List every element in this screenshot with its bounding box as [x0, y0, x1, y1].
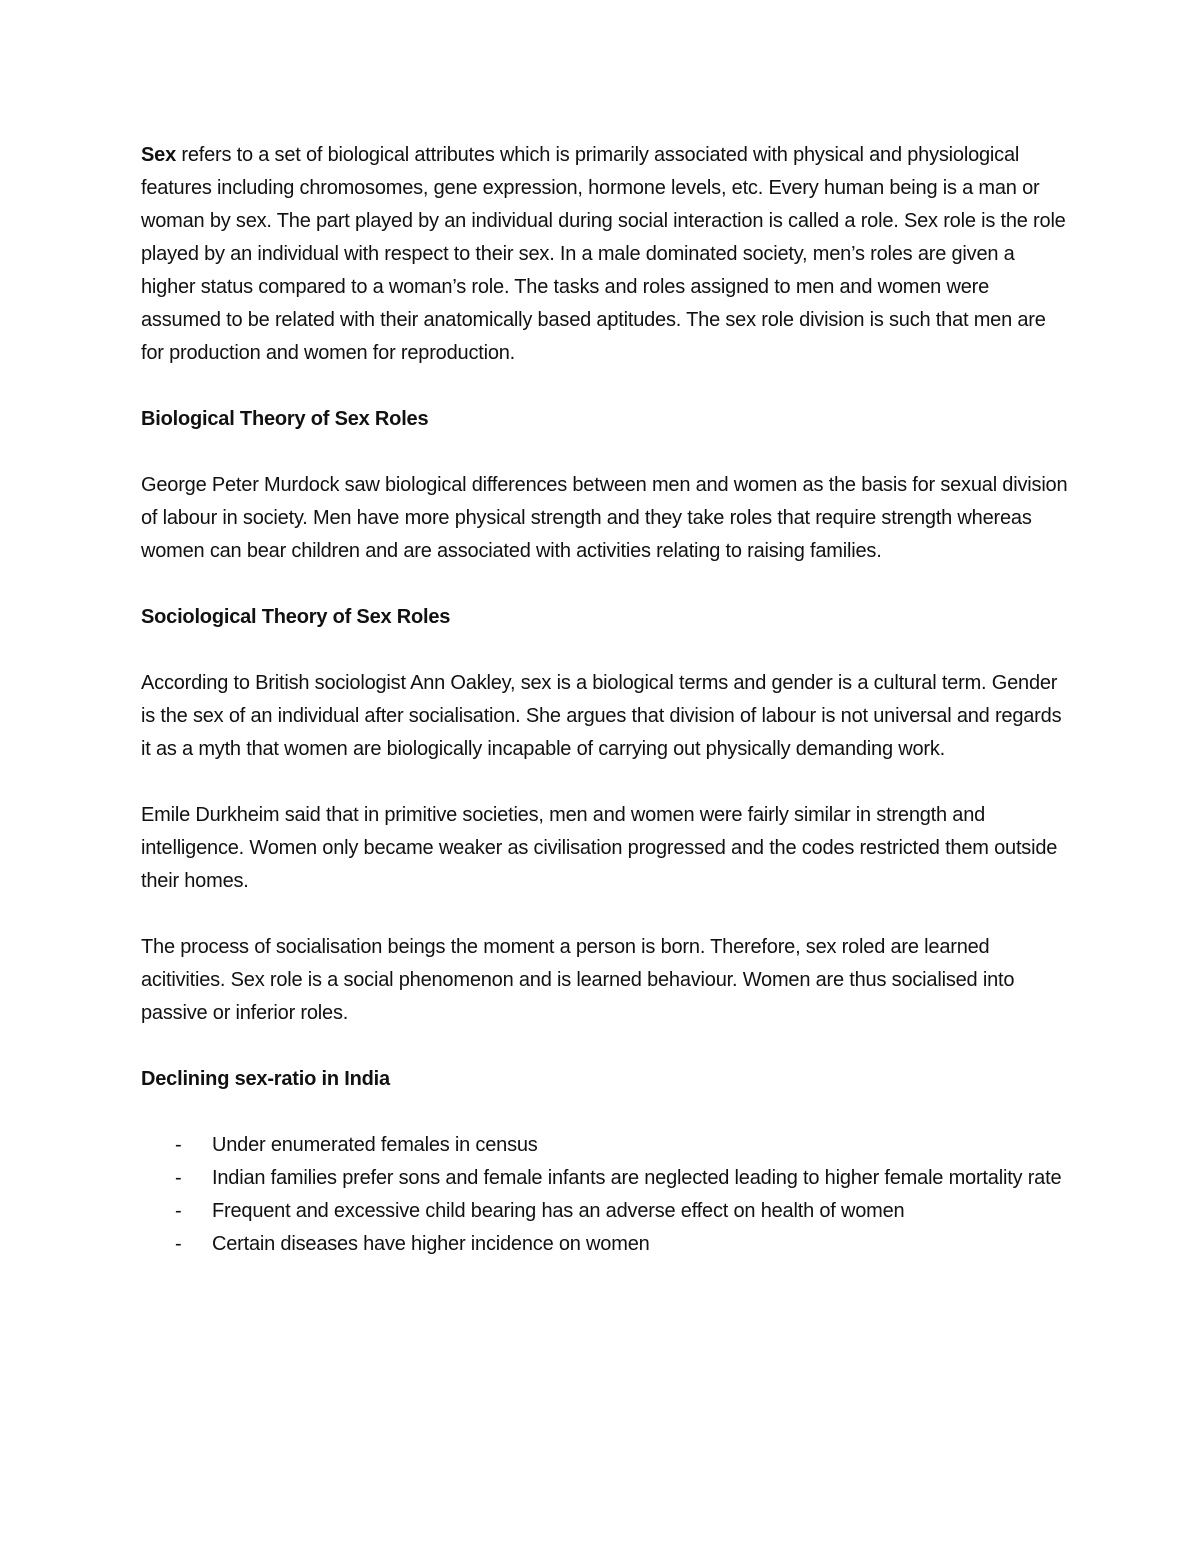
dash-bullet-icon: -	[175, 1167, 182, 1189]
socialisation-paragraph: The process of socialisation beings the moment a person is born. Therefore, sex roled are learned acitivities. Sex role is a social phenomenon and is learned behaviour. Women are thus socialised into passive or inferior roles.	[141, 936, 1015, 1024]
list-item-text: Indian families prefer sons and female infants are neglected leading to higher female mortality rate	[212, 1167, 1062, 1189]
dash-bullet-icon: -	[175, 1200, 182, 1222]
list-item	[141, 1228, 1071, 1261]
intro-paragraph	[141, 139, 1071, 370]
sex-ratio-heading: Declining sex-ratio in India	[141, 1068, 390, 1090]
oakley-paragraph: According to British sociologist Ann Oakley, sex is a biological terms and gender is a cultural term. Gender is the sex of an individual after socialisation. She argues that division of labour is not universal and regards it as a myth that women are biologically incapable of carrying out physically demanding work.	[141, 672, 1062, 760]
list-item	[141, 1162, 1071, 1195]
list-item-text: Frequent and excessive child bearing has an adverse effect on health of women	[212, 1200, 905, 1222]
biological-theory-paragraph: George Peter Murdock saw biological differences between men and women as the basis for sexual division of labour in society. Men have more physical strength and they take roles that require strength whereas women can bear children and are associated with activities relating to raising families.	[141, 474, 1068, 562]
durkheim-paragraph: Emile Durkheim said that in primitive societies, men and women were fairly similar in strength and intelligence. Women only became weaker as civilisation progressed and the codes restricted them outside their homes.	[141, 804, 1058, 892]
list-item-text: Under enumerated females in census	[212, 1134, 538, 1156]
intro-text: refers to a set of biological attributes which is primarily associated with physical and physiological features including chromosomes, gene expression, hormone levels, etc. Every human being is a man or woman by sex. The part played by an individual during social interaction is called a role. Sex role is the role played by an individual with respect to their sex. In a male dominated society, men’s roles are given a higher status compared to a woman’s role. The tasks and roles assigned to men and women were assumed to be related with their anatomically based aptitudes. The sex role division is such that men are for production and women for reproduction.	[141, 144, 1066, 364]
document-body	[141, 139, 1071, 1261]
list-item	[141, 1195, 1071, 1228]
dash-bullet-icon: -	[175, 1134, 182, 1156]
sociological-theory-heading: Sociological Theory of Sex Roles	[141, 606, 451, 628]
list-item-text: Certain diseases have higher incidence on women	[212, 1233, 650, 1255]
dash-bullet-icon: -	[175, 1233, 182, 1255]
intro-lead-term: Sex	[141, 144, 176, 166]
biological-theory-heading: Biological Theory of Sex Roles	[141, 408, 429, 430]
list-item	[141, 1129, 1071, 1162]
sex-ratio-list	[141, 1129, 1071, 1261]
